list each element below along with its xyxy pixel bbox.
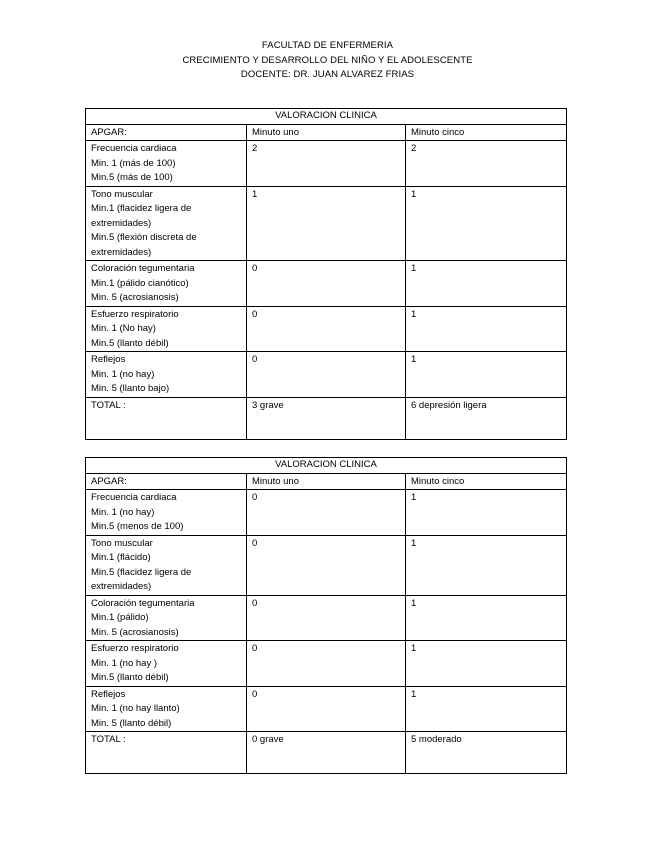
- score-min1: 0: [247, 535, 406, 595]
- table-title-row: [86, 458, 567, 474]
- label-line: Min. 1 (no hay): [91, 368, 155, 380]
- label-line: extremidades): [91, 581, 152, 592]
- label-line: extremidades): [91, 217, 152, 229]
- table-row-total: [86, 397, 567, 439]
- label-line: Min.5 (llanto débil): [91, 672, 169, 683]
- score-min5: 1: [406, 595, 567, 641]
- course-title: CRECIMIENTO Y DESARROLLO DEL NIÑO Y EL ADOLESCENTE: [182, 54, 473, 66]
- row-label: [86, 641, 247, 687]
- table-title: VALORACION CLINICA: [86, 458, 567, 474]
- score-min1: 0: [247, 306, 406, 352]
- column-header-minuto-cinco: Minuto cinco: [406, 124, 567, 141]
- label-line: Min.5 (flexión discreta de: [91, 232, 197, 243]
- row-label: [86, 490, 247, 536]
- column-header-minuto-uno: Minuto uno: [247, 473, 406, 490]
- label-line: Min. 5 (acrosianosis): [91, 626, 179, 638]
- score-min1: 0: [247, 490, 406, 536]
- column-header-minuto-cinco: Minuto cinco: [406, 473, 567, 490]
- label-line: Reflejos: [91, 354, 126, 365]
- column-header-apgar: APGAR:: [86, 473, 247, 490]
- label-line: Min.1 (pálido): [91, 612, 149, 623]
- label-line: Min.5 (menos de 100): [91, 521, 184, 532]
- table-row-esfuerzo: [86, 306, 567, 352]
- label-line: Coloración tegumentaria: [91, 597, 195, 609]
- label-line: Min. 1 (no hay ): [91, 657, 157, 669]
- label-line: Tono muscular: [91, 537, 153, 549]
- label-line: Min.5 (llanto débil): [91, 337, 169, 349]
- label-line: Tono muscular: [91, 188, 153, 200]
- total-label: TOTAL :: [86, 732, 247, 774]
- score-min5: 1: [406, 352, 567, 398]
- table-row-total: [86, 732, 567, 774]
- score-min5: 1: [406, 261, 567, 307]
- score-min1: 1: [247, 186, 406, 261]
- score-min1: 0: [247, 641, 406, 687]
- row-label: [86, 306, 247, 352]
- faculty-title: FACULTAD DE ENFERMERIA: [261, 40, 394, 51]
- total-label: TOTAL :: [86, 397, 247, 439]
- table-title: VALORACION CLINICA: [86, 109, 567, 125]
- label-line: Min.1 (flácido): [91, 552, 151, 563]
- table-row-tono: [86, 186, 567, 261]
- score-min5: 1: [406, 535, 567, 595]
- table-row-frecuencia: [86, 141, 567, 187]
- total-min5: 5 moderado: [406, 732, 567, 774]
- label-line: extremidades): [91, 246, 152, 258]
- column-header-apgar: APGAR:: [86, 124, 247, 141]
- table-title-row: [86, 109, 567, 125]
- label-line: Min.1 (pálido cianótico): [91, 277, 189, 289]
- table-row-reflejos: [86, 686, 567, 732]
- label-line: Esfuerzo respiratorio: [91, 643, 179, 654]
- label-line: Frecuencia cardiaca: [91, 143, 177, 154]
- document-header: [0, 39, 655, 83]
- score-min5: 1: [406, 641, 567, 687]
- score-min1: 0: [247, 352, 406, 398]
- label-line: Min.1 (flacidez ligera de: [91, 203, 192, 214]
- label-line: Min. 5 (llanto débil): [91, 717, 172, 729]
- table-row-coloracion: [86, 595, 567, 641]
- row-label: [86, 186, 247, 261]
- label-line: Frecuencia cardiaca: [91, 492, 177, 503]
- total-min1: 3 grave: [247, 397, 406, 439]
- score-min5: 2: [406, 141, 567, 187]
- table-row-reflejos: [86, 352, 567, 398]
- total-min1: 0 grave: [247, 732, 406, 774]
- row-label: [86, 686, 247, 732]
- row-label: [86, 352, 247, 398]
- row-label: [86, 261, 247, 307]
- table-row-coloracion: [86, 261, 567, 307]
- score-min1: 0: [247, 686, 406, 732]
- apgar-table-1: [85, 108, 567, 440]
- row-label: [86, 535, 247, 595]
- score-min1: 2: [247, 141, 406, 187]
- row-label: [86, 595, 247, 641]
- label-line: Min.5 (flacidez ligera de: [91, 566, 192, 578]
- row-label: [86, 141, 247, 187]
- label-line: Min. 1 (no hay llanto): [91, 703, 180, 714]
- table-row-esfuerzo: [86, 641, 567, 687]
- score-min1: 0: [247, 261, 406, 307]
- total-min5: 6 depresión ligera: [406, 397, 567, 439]
- score-min5: 1: [406, 490, 567, 536]
- table-header-row: [86, 124, 567, 141]
- label-line: Min. 1 (no hay): [91, 506, 155, 518]
- label-line: Reflejos: [91, 688, 126, 700]
- label-line: Min. 1 (No hay): [91, 323, 156, 334]
- score-min5: 1: [406, 306, 567, 352]
- label-line: Min. 1 (más de 100): [91, 157, 176, 169]
- table-row-tono: [86, 535, 567, 595]
- score-min5: 1: [406, 686, 567, 732]
- apgar-table-2: [85, 457, 567, 774]
- column-header-minuto-uno: Minuto uno: [247, 124, 406, 141]
- table-row-frecuencia: [86, 490, 567, 536]
- label-line: Coloración tegumentaria: [91, 263, 195, 274]
- label-line: Min. 5 (llanto bajo): [91, 383, 170, 394]
- score-min1: 0: [247, 595, 406, 641]
- teacher-line: DOCENTE: DR. JUAN ALVAREZ FRIAS: [240, 69, 415, 80]
- label-line: Min. 5 (acrosianosis): [91, 292, 179, 303]
- score-min5: 1: [406, 186, 567, 261]
- label-line: Min.5 (más de 100): [91, 172, 173, 183]
- table-header-row: [86, 473, 567, 490]
- label-line: Esfuerzo respiratorio: [91, 308, 179, 320]
